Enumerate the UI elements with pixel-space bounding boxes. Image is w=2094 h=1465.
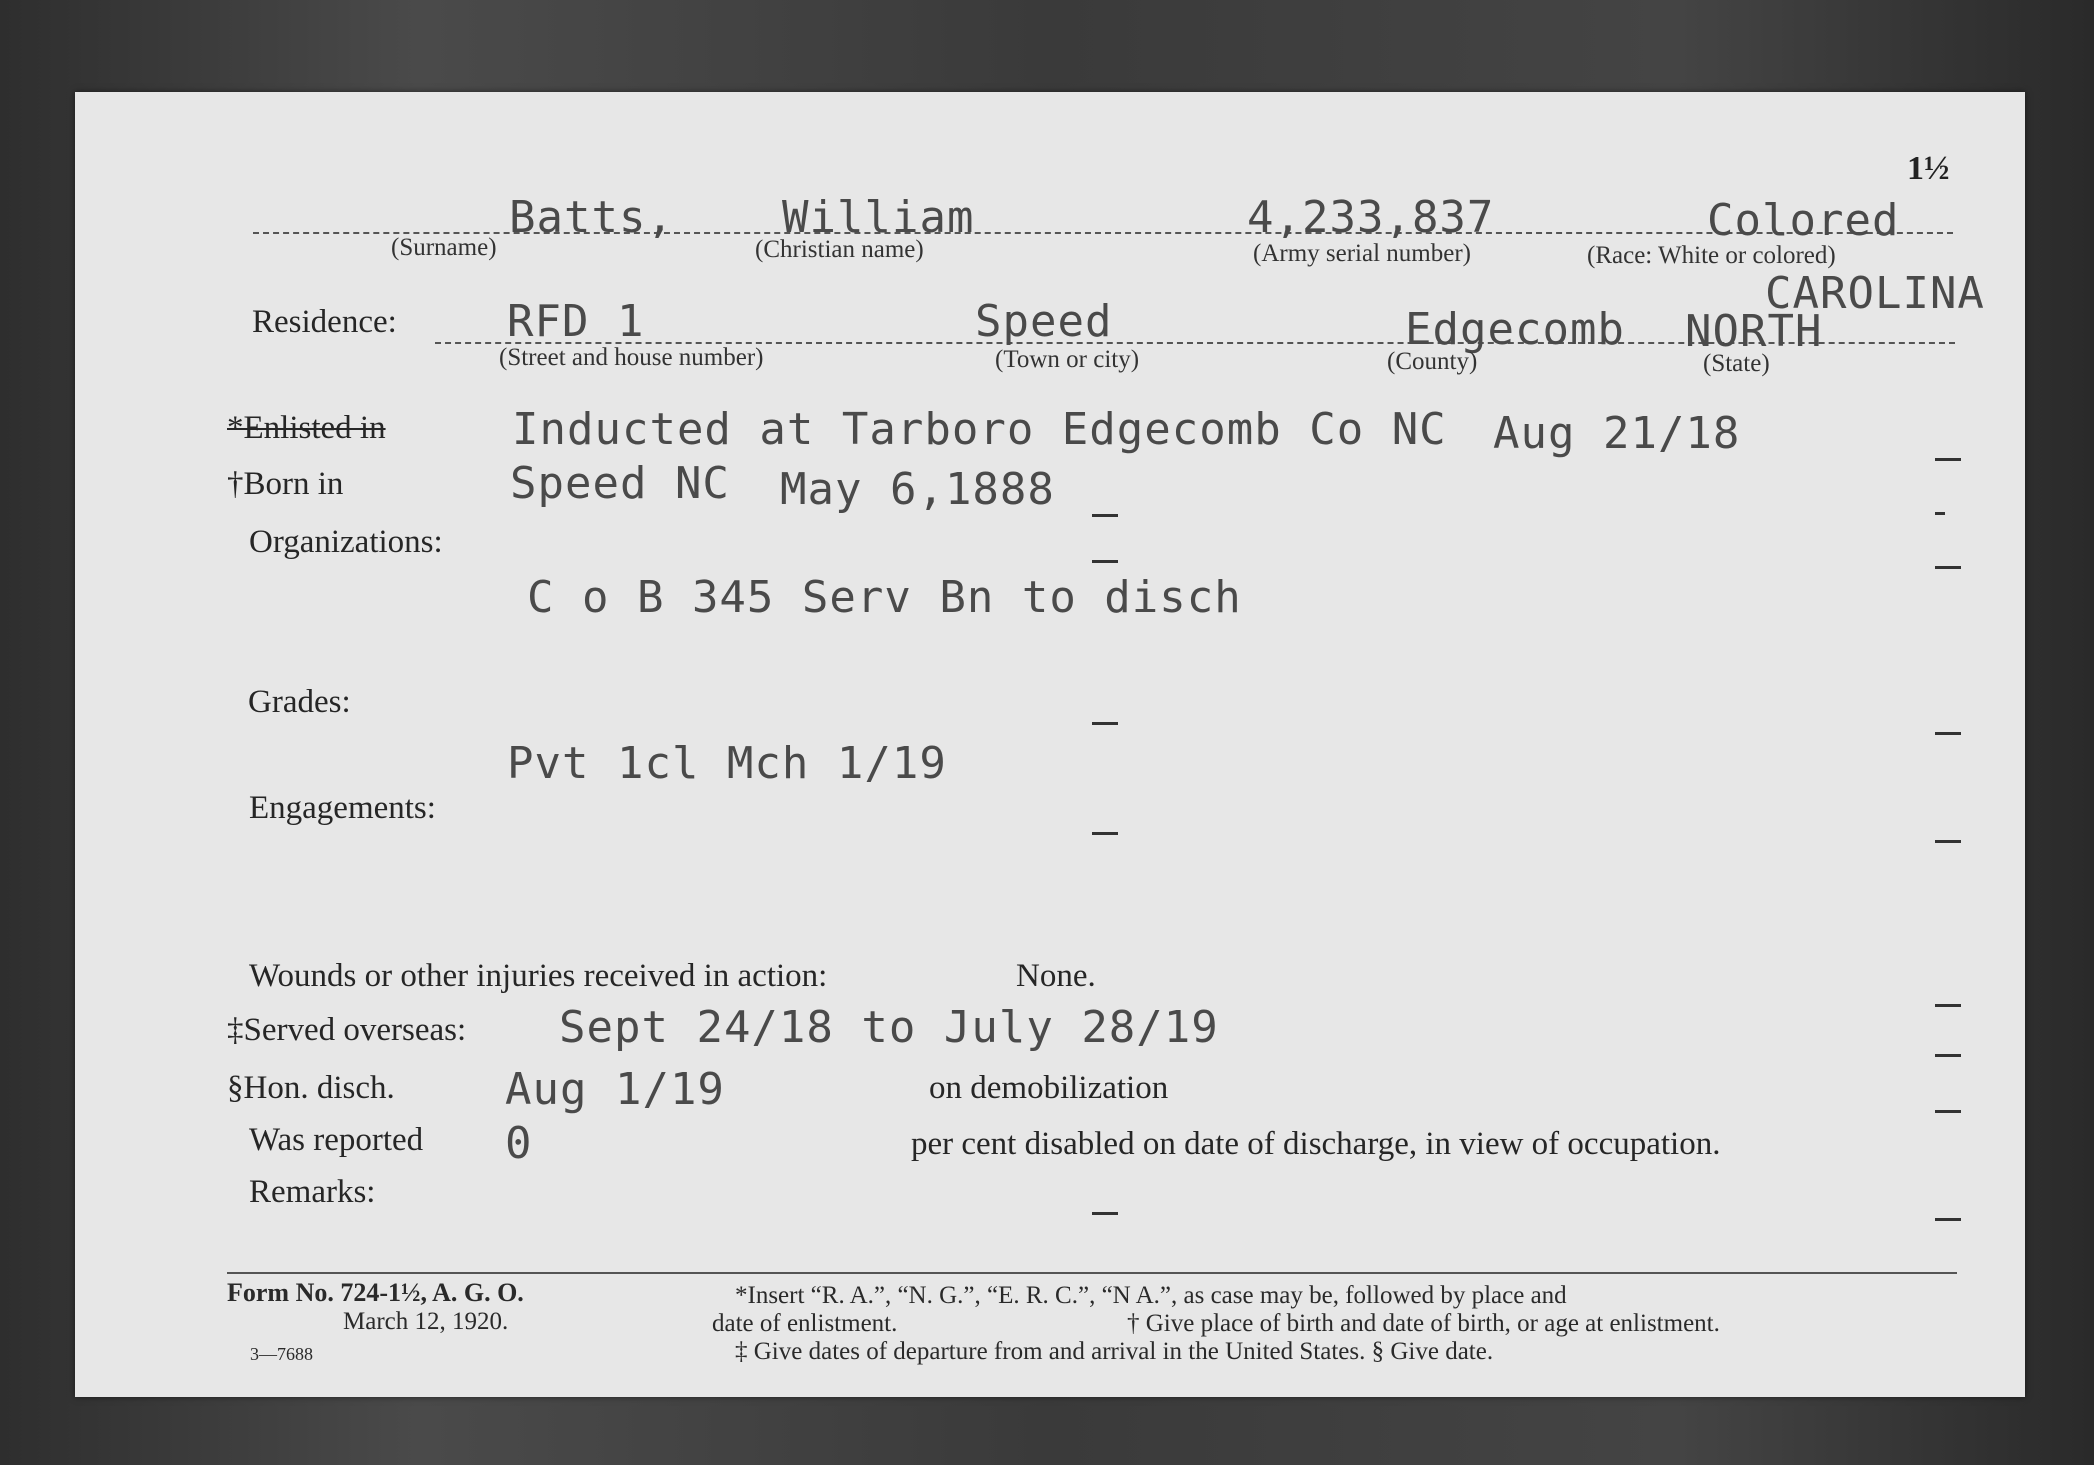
reported-value: 0 <box>505 1118 533 1169</box>
organizations-label: Organizations: <box>249 524 443 560</box>
residence-label: Residence: <box>252 304 397 340</box>
form-date: March 12, 1920. <box>343 1308 509 1335</box>
dash-mark <box>1935 512 1945 515</box>
christian-caption: (Christian name) <box>755 236 924 263</box>
dash-mark <box>1935 1218 1961 1221</box>
reported-label: Was reported <box>249 1122 424 1158</box>
organizations-value: C o B 345 Serv Bn to disch <box>527 572 1242 623</box>
race-caption: (Race: White or colored) <box>1587 242 1836 269</box>
grades-label: Grades: <box>248 684 351 720</box>
remarks-label: Remarks: <box>249 1174 376 1210</box>
dash-mark <box>1092 832 1118 835</box>
county-caption: (County) <box>1387 348 1478 375</box>
surname-caption: (Surname) <box>391 234 497 261</box>
born-label: †Born in <box>227 466 344 502</box>
residence-state-line1: CAROLINA <box>1765 268 1985 319</box>
discharge-note: on demobilization <box>929 1070 1169 1106</box>
wounds-value: None. <box>1016 958 1096 994</box>
residence-town: Speed <box>975 296 1113 347</box>
overseas-label: ‡Served overseas: <box>227 1012 467 1048</box>
born-date: May 6,1888 <box>780 464 1055 515</box>
race-value: Colored <box>1707 195 1900 246</box>
corner-number: 1½ <box>1907 150 1950 187</box>
christian-name-value: William <box>782 192 975 243</box>
discharge-value: Aug 1/19 <box>505 1064 725 1115</box>
street-caption: (Street and house number) <box>499 344 764 371</box>
wounds-label: Wounds or other injuries received in action: <box>249 958 828 994</box>
grades-value: Pvt 1cl Mch 1/19 <box>507 738 947 789</box>
reported-note: per cent disabled on date of discharge, in view of occupation. <box>911 1126 1721 1162</box>
dash-mark <box>1935 1110 1961 1113</box>
town-caption: (Town or city) <box>995 346 1140 373</box>
footer-note-line3: ‡ Give dates of departure from and arrival in the United States. § Give date. <box>735 1338 1494 1365</box>
footer-note-line2b: † Give place of birth and date of birth, or age at enlistment. <box>1127 1310 1720 1337</box>
dash-mark <box>1092 514 1118 517</box>
dash-mark <box>1935 566 1961 569</box>
overseas-value: Sept 24/18 to July 28/19 <box>559 1002 1219 1053</box>
dash-mark <box>1935 1054 1961 1057</box>
name-line <box>253 232 1953 234</box>
dash-mark <box>1935 732 1961 735</box>
serial-number-value: 4,233,837 <box>1247 192 1495 243</box>
dash-mark <box>1935 840 1961 843</box>
dash-mark <box>1092 1212 1118 1215</box>
dash-mark <box>1935 458 1961 461</box>
print-code: 3—7688 <box>250 1344 313 1364</box>
dash-mark <box>1092 560 1118 563</box>
form-number: Form No. 724-1½, A. G. O. <box>227 1278 524 1307</box>
serial-caption: (Army serial number) <box>1253 240 1471 267</box>
engagements-label: Engagements: <box>249 790 436 826</box>
surname-value: Batts, <box>509 192 674 243</box>
born-place: Speed NC <box>510 458 730 509</box>
dash-mark <box>1935 1004 1961 1007</box>
residence-state-line2: NORTH <box>1685 306 1823 357</box>
service-record-card <box>75 92 2025 1397</box>
enlisted-label: *Enlisted in <box>227 410 386 446</box>
dash-mark <box>1092 722 1118 725</box>
residence-street: RFD 1 <box>507 296 645 347</box>
enlisted-value: Inducted at Tarboro Edgecomb Co NC <box>512 404 1447 455</box>
footer-note-line1: *Insert “R. A.”, “N. G.”, “E. R. C.”, “N A.”, as case may be, followed by place and <box>735 1282 1567 1309</box>
footer-note-line2a: date of enlistment. <box>712 1310 898 1337</box>
state-caption: (State) <box>1703 350 1770 377</box>
footer-rule <box>227 1272 1957 1274</box>
discharge-label: §Hon. disch. <box>227 1070 395 1106</box>
enlisted-date: Aug 21/18 <box>1493 408 1741 459</box>
residence-county: Edgecomb <box>1405 304 1625 355</box>
